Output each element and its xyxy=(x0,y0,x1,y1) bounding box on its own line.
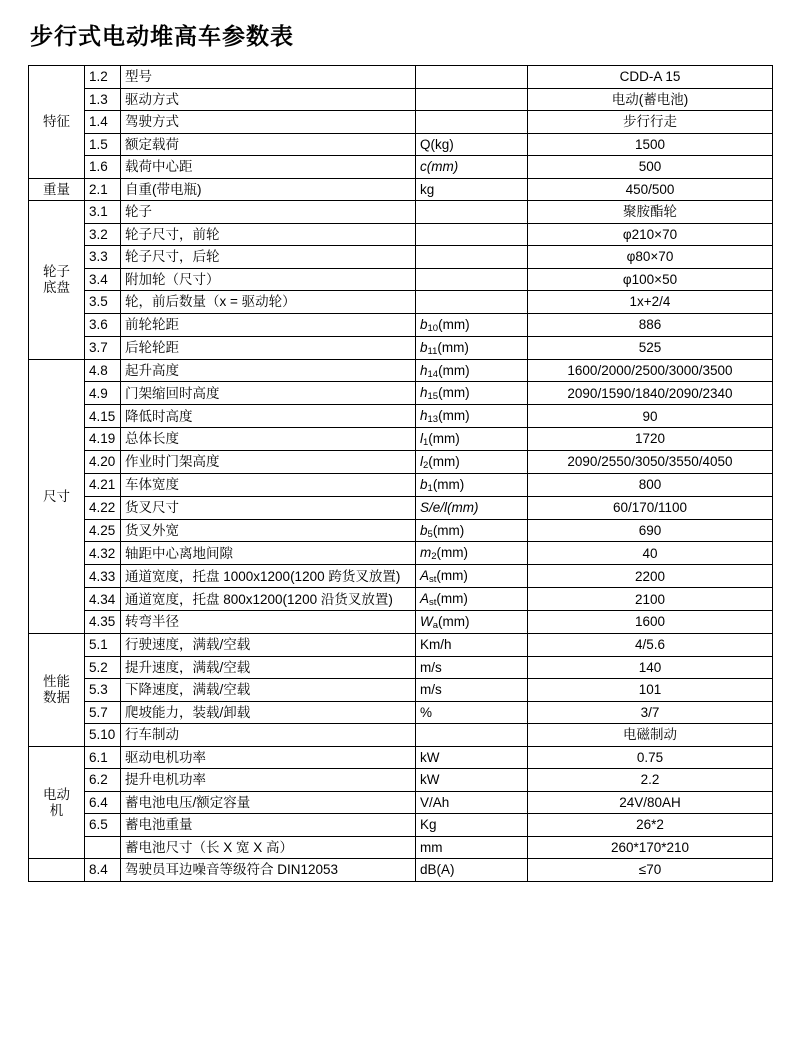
table-row xyxy=(29,178,773,201)
row-description: 驾驶方式 xyxy=(121,111,416,134)
row-symbol: kg xyxy=(416,178,528,201)
row-value: 140 xyxy=(528,656,773,679)
row-value: 电磁制动 xyxy=(528,724,773,747)
row-symbol: % xyxy=(416,701,528,724)
row-symbol: S/e/l(mm) xyxy=(416,497,528,520)
row-description: 蓄电池电压/额定容量 xyxy=(121,791,416,814)
table-row xyxy=(29,133,773,156)
row-number: 4.9 xyxy=(85,382,121,405)
row-symbol: m/s xyxy=(416,656,528,679)
row-value: 886 xyxy=(528,313,773,336)
table-row xyxy=(29,746,773,769)
row-description: 行车制动 xyxy=(121,724,416,747)
row-value: 690 xyxy=(528,519,773,542)
row-number: 3.2 xyxy=(85,223,121,246)
row-number: 1.3 xyxy=(85,88,121,111)
row-number xyxy=(85,836,121,859)
row-symbol: mm xyxy=(416,836,528,859)
table-row xyxy=(29,588,773,611)
table-row xyxy=(29,814,773,837)
row-description: 后轮轮距 xyxy=(121,336,416,359)
table-row xyxy=(29,519,773,542)
row-symbol: h14(mm) xyxy=(416,359,528,382)
row-description: 下降速度，满载/空载 xyxy=(121,679,416,702)
row-value: 24V/80AH xyxy=(528,791,773,814)
row-description: 驱动电机功率 xyxy=(121,746,416,769)
row-symbol: c(mm) xyxy=(416,156,528,179)
table-row xyxy=(29,268,773,291)
row-number: 5.3 xyxy=(85,679,121,702)
row-symbol: b10(mm) xyxy=(416,313,528,336)
row-number: 5.7 xyxy=(85,701,121,724)
row-symbol: kW xyxy=(416,746,528,769)
row-value: 26*2 xyxy=(528,814,773,837)
table-row xyxy=(29,156,773,179)
row-description: 转弯半径 xyxy=(121,611,416,634)
row-value: 101 xyxy=(528,679,773,702)
row-value: φ210×70 xyxy=(528,223,773,246)
row-value: 1600 xyxy=(528,611,773,634)
row-symbol: b5(mm) xyxy=(416,519,528,542)
row-number: 6.1 xyxy=(85,746,121,769)
row-value: 1x+2/4 xyxy=(528,291,773,314)
row-description: 附加轮（尺寸） xyxy=(121,268,416,291)
row-description: 起升高度 xyxy=(121,359,416,382)
table-row xyxy=(29,223,773,246)
row-symbol: Q(kg) xyxy=(416,133,528,156)
row-value: 0.75 xyxy=(528,746,773,769)
group-label-motor: 电动 机 xyxy=(29,746,85,859)
row-number: 4.21 xyxy=(85,474,121,497)
row-description: 蓄电池尺寸（长 X 宽 X 高） xyxy=(121,836,416,859)
row-description: 门架缩回时高度 xyxy=(121,382,416,405)
row-value: 2090/1590/1840/2090/2340 xyxy=(528,382,773,405)
table-row xyxy=(29,66,773,89)
row-number: 4.35 xyxy=(85,611,121,634)
group-label-wheel-chassis: 轮子 底盘 xyxy=(29,201,85,359)
row-symbol xyxy=(416,111,528,134)
group-label-feature: 特征 xyxy=(29,66,85,179)
table-row xyxy=(29,291,773,314)
row-number: 4.25 xyxy=(85,519,121,542)
row-number: 4.20 xyxy=(85,451,121,474)
row-value: 525 xyxy=(528,336,773,359)
row-number: 6.5 xyxy=(85,814,121,837)
row-symbol: m/s xyxy=(416,679,528,702)
row-description: 额定载荷 xyxy=(121,133,416,156)
table-row xyxy=(29,474,773,497)
row-symbol: l1(mm) xyxy=(416,428,528,451)
row-symbol: h15(mm) xyxy=(416,382,528,405)
row-description: 型号 xyxy=(121,66,416,89)
row-number: 6.4 xyxy=(85,791,121,814)
row-number: 4.22 xyxy=(85,497,121,520)
table-row xyxy=(29,336,773,359)
row-description: 作业时门架高度 xyxy=(121,451,416,474)
row-number: 5.10 xyxy=(85,724,121,747)
row-value: 电动(蓄电池) xyxy=(528,88,773,111)
row-number: 3.4 xyxy=(85,268,121,291)
row-description: 自重(带电瓶) xyxy=(121,178,416,201)
table-row xyxy=(29,836,773,859)
row-value: 450/500 xyxy=(528,178,773,201)
row-symbol: Ast(mm) xyxy=(416,565,528,588)
row-description: 轴距中心离地间隙 xyxy=(121,542,416,565)
table-row xyxy=(29,859,773,882)
row-number: 3.6 xyxy=(85,313,121,336)
table-row xyxy=(29,724,773,747)
table-row xyxy=(29,497,773,520)
table-row xyxy=(29,405,773,428)
row-number: 5.2 xyxy=(85,656,121,679)
group-label-dimension: 尺寸 xyxy=(29,359,85,634)
table-row xyxy=(29,542,773,565)
row-number: 2.1 xyxy=(85,178,121,201)
row-symbol: b1(mm) xyxy=(416,474,528,497)
row-symbol xyxy=(416,66,528,89)
row-description: 轮子尺寸，后轮 xyxy=(121,246,416,269)
row-symbol xyxy=(416,88,528,111)
row-symbol xyxy=(416,724,528,747)
row-value: 2200 xyxy=(528,565,773,588)
row-number: 4.8 xyxy=(85,359,121,382)
row-value: 500 xyxy=(528,156,773,179)
row-description: 轮子 xyxy=(121,201,416,224)
row-symbol: Ast(mm) xyxy=(416,588,528,611)
table-row xyxy=(29,565,773,588)
group-label-weight: 重量 xyxy=(29,178,85,201)
row-value: 90 xyxy=(528,405,773,428)
table-row xyxy=(29,313,773,336)
row-description: 行驶速度，满载/空载 xyxy=(121,634,416,657)
table-row xyxy=(29,679,773,702)
table-row xyxy=(29,634,773,657)
row-symbol: kW xyxy=(416,769,528,792)
row-description: 提升速度，满载/空载 xyxy=(121,656,416,679)
row-symbol xyxy=(416,223,528,246)
row-number: 3.5 xyxy=(85,291,121,314)
table-row xyxy=(29,428,773,451)
table-row xyxy=(29,201,773,224)
row-symbol xyxy=(416,246,528,269)
specification-table xyxy=(28,65,773,882)
row-number: 5.1 xyxy=(85,634,121,657)
row-number: 1.4 xyxy=(85,111,121,134)
row-symbol: l2(mm) xyxy=(416,451,528,474)
row-symbol: m2(mm) xyxy=(416,542,528,565)
row-symbol: Kg xyxy=(416,814,528,837)
row-description: 货叉尺寸 xyxy=(121,497,416,520)
row-number: 3.1 xyxy=(85,201,121,224)
row-value: φ80×70 xyxy=(528,246,773,269)
row-number: 6.2 xyxy=(85,769,121,792)
table-row xyxy=(29,791,773,814)
row-description: 通道宽度，托盘 800x1200(1200 沿货叉放置) xyxy=(121,588,416,611)
row-value: 聚胺酯轮 xyxy=(528,201,773,224)
row-value: 2100 xyxy=(528,588,773,611)
row-description: 轮子尺寸，前轮 xyxy=(121,223,416,246)
row-symbol: V/Ah xyxy=(416,791,528,814)
row-symbol: dB(A) xyxy=(416,859,528,882)
row-description: 提升电机功率 xyxy=(121,769,416,792)
row-value: 1600/2000/2500/3000/3500 xyxy=(528,359,773,382)
row-value: 260*170*210 xyxy=(528,836,773,859)
row-symbol: b11(mm) xyxy=(416,336,528,359)
row-number: 1.5 xyxy=(85,133,121,156)
row-description: 通道宽度，托盘 1000x1200(1200 跨货叉放置) xyxy=(121,565,416,588)
row-symbol xyxy=(416,201,528,224)
row-value: 4/5.6 xyxy=(528,634,773,657)
table-row xyxy=(29,656,773,679)
row-value: 步行行走 xyxy=(528,111,773,134)
group-label-performance: 性能 数据 xyxy=(29,634,85,747)
row-description: 驾驶员耳边噪音等级符合 DIN12053 xyxy=(121,859,416,882)
page-title: 步行式电动堆高车参数表 xyxy=(30,24,294,50)
row-description: 轮，前后数量（x = 驱动轮） xyxy=(121,291,416,314)
row-value: 2090/2550/3050/3550/4050 xyxy=(528,451,773,474)
row-value: 2.2 xyxy=(528,769,773,792)
row-number: 4.32 xyxy=(85,542,121,565)
group-label-empty xyxy=(29,859,85,882)
table-row xyxy=(29,111,773,134)
row-number: 1.2 xyxy=(85,66,121,89)
row-value: 800 xyxy=(528,474,773,497)
row-description: 降低时高度 xyxy=(121,405,416,428)
table-row xyxy=(29,88,773,111)
table-row xyxy=(29,246,773,269)
row-number: 4.19 xyxy=(85,428,121,451)
row-description: 蓄电池重量 xyxy=(121,814,416,837)
row-description: 载荷中心距 xyxy=(121,156,416,179)
table-row xyxy=(29,359,773,382)
row-symbol: Km/h xyxy=(416,634,528,657)
row-symbol: Wa(mm) xyxy=(416,611,528,634)
row-description: 车体宽度 xyxy=(121,474,416,497)
row-description: 货叉外宽 xyxy=(121,519,416,542)
table-row xyxy=(29,382,773,405)
row-number: 3.7 xyxy=(85,336,121,359)
row-description: 爬坡能力，装载/卸载 xyxy=(121,701,416,724)
row-number: 4.33 xyxy=(85,565,121,588)
row-value: 40 xyxy=(528,542,773,565)
table-row xyxy=(29,701,773,724)
row-number: 3.3 xyxy=(85,246,121,269)
row-value: 60/170/1100 xyxy=(528,497,773,520)
table-row xyxy=(29,769,773,792)
row-value: CDD-A 15 xyxy=(528,66,773,89)
row-symbol xyxy=(416,291,528,314)
row-symbol: h13(mm) xyxy=(416,405,528,428)
row-number: 8.4 xyxy=(85,859,121,882)
table-row xyxy=(29,611,773,634)
row-description: 驱动方式 xyxy=(121,88,416,111)
row-description: 前轮轮距 xyxy=(121,313,416,336)
row-description: 总体长度 xyxy=(121,428,416,451)
row-value: ≤70 xyxy=(528,859,773,882)
row-number: 4.34 xyxy=(85,588,121,611)
row-value: 3/7 xyxy=(528,701,773,724)
row-value: 1500 xyxy=(528,133,773,156)
row-symbol xyxy=(416,268,528,291)
row-value: φ100×50 xyxy=(528,268,773,291)
row-number: 4.15 xyxy=(85,405,121,428)
row-value: 1720 xyxy=(528,428,773,451)
row-number: 1.6 xyxy=(85,156,121,179)
table-row xyxy=(29,451,773,474)
